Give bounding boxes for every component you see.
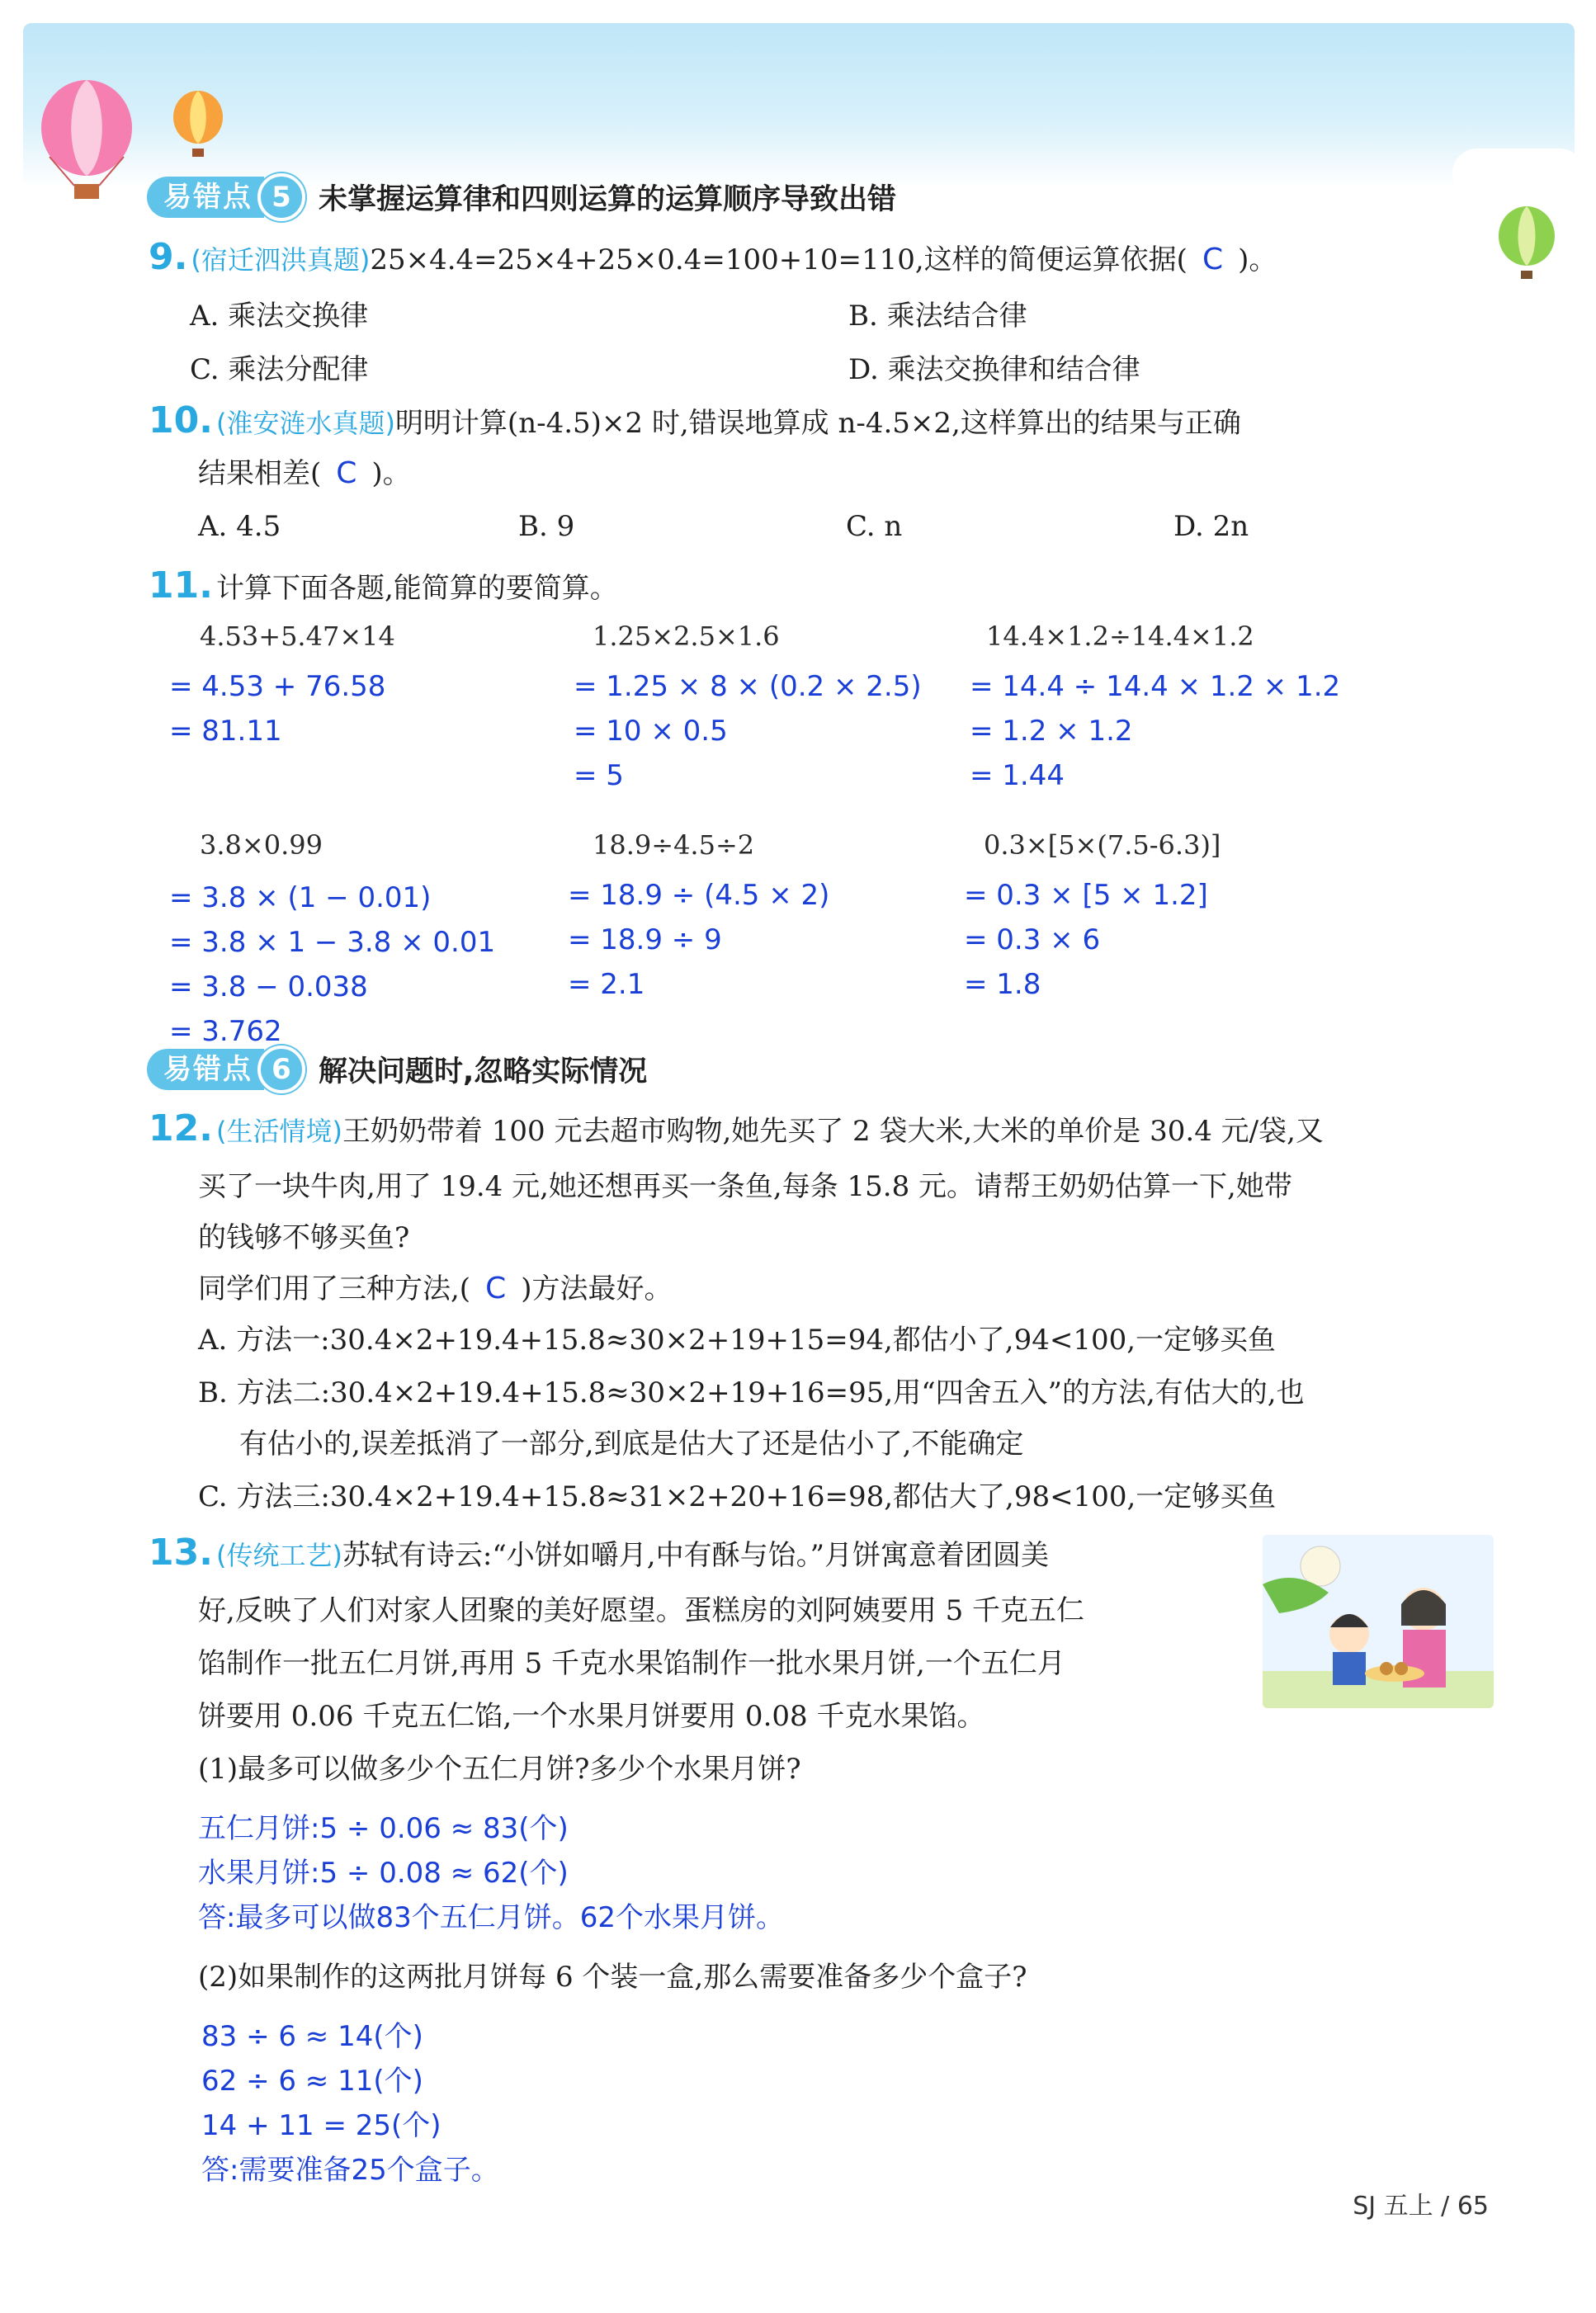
section-title: 解决问题时,忽略实际情况: [319, 1055, 648, 1088]
green-balloon-icon: [1494, 206, 1560, 285]
option-a: A. 乘法交换律: [190, 300, 369, 333]
answer-line: 83 ÷ 6 ≈ 14(个): [201, 2020, 423, 2053]
calc-step: = 3.8 − 0.038: [169, 970, 368, 1003]
question-text: 25×4.4=25×4+25×0.4=100+10=110,这样的简便运算依据(: [370, 243, 1188, 276]
page-footer: SJ 五上 / 65: [1353, 2192, 1489, 2221]
section-badge: 易错点: [147, 1049, 264, 1090]
calc-step: = 81.11: [169, 715, 282, 748]
question-end: )。: [1238, 243, 1277, 276]
question-text: 明明计算(n-4.5)×2 时,错误地算成 n-4.5×2,这样算出的结果与正确: [394, 407, 1241, 440]
question-tag: (淮安涟水真题): [215, 408, 395, 439]
option-c: C. 方法三:30.4×2+19.4+15.8≈31×2+20+16=98,都估大了,98<100,一定够买鱼: [198, 1480, 1277, 1513]
answer-line: 五仁月饼:5 ÷ 0.06 ≈ 83(个): [198, 1812, 569, 1845]
header-sky: [23, 23, 1575, 188]
question-number: 11.: [149, 564, 213, 607]
answer-line: 14 + 11 = 25(个): [201, 2109, 441, 2142]
calc-step: = 1.2 × 1.2: [970, 715, 1133, 748]
option-a: A. 4.5: [198, 510, 281, 543]
calc-expression: 0.3×[5×(7.5-6.3)]: [984, 829, 1221, 861]
hot-air-balloon-icon: [33, 78, 140, 202]
question-number: 10.: [149, 399, 213, 441]
calc-expression: 18.9÷4.5÷2: [593, 829, 755, 861]
question-11: [149, 559, 618, 615]
calc-expression: 1.25×2.5×1.6: [593, 621, 780, 652]
option-b-continued: 有估小的,误差抵消了一部分,到底是估大了还是估小了,不能确定: [239, 1428, 1024, 1461]
option-c: C. 乘法分配律: [190, 353, 369, 386]
calc-expression: 4.53+5.47×14: [200, 621, 395, 652]
answer: C: [1202, 243, 1224, 276]
calc-step: = 1.25 × 8 × (0.2 × 2.5): [574, 670, 922, 703]
question-10-line-2: [198, 447, 411, 500]
calc-step: = 5: [574, 759, 624, 792]
question-text: 同学们用了三种方法,(: [198, 1272, 471, 1305]
question-text: 买了一块牛肉,用了 19.4 元,她还想再买一条鱼,每条 15.8 元。请帮王奶奶估算一下,她带: [198, 1170, 1292, 1203]
answer-line: 答:需要准备25个盒子。: [201, 2154, 499, 2187]
question-text: 苏轼有诗云:“小饼如嚼月,中有酥与饴。”月饼寓意着团圆美: [342, 1539, 1049, 1572]
section-banner-6: [147, 1046, 647, 1093]
question-tag: (宿迁泗洪真题): [191, 244, 371, 276]
calc-step: = 18.9 ÷ (4.5 × 2): [568, 879, 830, 912]
cloud: [1452, 149, 1584, 198]
calc-step: = 14.4 ÷ 14.4 × 1.2 × 1.2: [970, 670, 1341, 703]
option-c: C. n: [846, 510, 903, 543]
section-banner-5: [147, 174, 896, 220]
question-text: 饼要用 0.06 千克五仁馅,一个水果月饼要用 0.08 千克水果馅。: [198, 1700, 985, 1733]
option-b: B. 9: [518, 510, 575, 543]
calc-step: = 4.53 + 76.58: [169, 670, 386, 703]
question-tag: (传统工艺): [215, 1540, 342, 1571]
calc-step: = 2.1: [568, 968, 645, 1001]
question-number: 12.: [149, 1107, 213, 1149]
calc-step: = 1.44: [970, 759, 1065, 792]
option-b: B. 乘法结合律: [848, 300, 1027, 333]
option-b: B. 方法二:30.4×2+19.4+15.8≈30×2+19+16=95,用“四舍五入”的方法,有估大的,也: [198, 1376, 1305, 1409]
question-text: 馅制作一批五仁月饼,再用 5 千克水果馅制作一批水果月饼,一个五仁月: [198, 1647, 1065, 1680]
section-badge: 易错点: [147, 177, 264, 218]
answer: C: [485, 1272, 507, 1305]
question-text: 计算下面各题,能简算的要简算。: [215, 572, 618, 605]
question-text: 结果相差(: [198, 457, 322, 490]
calc-step: = 18.9 ÷ 9: [568, 923, 722, 956]
calc-step: = 1.8: [964, 968, 1041, 1001]
option-d: D. 乘法交换律和结合律: [848, 353, 1140, 386]
answer-line: 答:最多可以做83个五仁月饼。62个水果月饼。: [198, 1901, 784, 1934]
answer: C: [336, 456, 357, 490]
question-13: [149, 1527, 1049, 1582]
question-choice-line: [198, 1266, 672, 1306]
calc-step: = 3.8 × (1 − 0.01): [169, 881, 432, 914]
calc-step: = 0.3 × 6: [964, 923, 1101, 956]
calc-step: = 3.8 × 1 − 3.8 × 0.01: [169, 926, 496, 959]
question-text: 王奶奶带着 100 元去超市购物,她先买了 2 袋大米,大米的单价是 30.4 元/袋,又: [342, 1115, 1324, 1148]
question-10: [149, 394, 1241, 450]
question-number: 9.: [149, 236, 188, 278]
calc-expression: 3.8×0.99: [200, 829, 323, 861]
question-end: )。: [371, 457, 411, 490]
answer-line: 水果月饼:5 ÷ 0.08 ≈ 62(个): [198, 1857, 569, 1890]
sub-question-2: (2)如果制作的这两批月饼每 6 个装一盒,那么需要准备多少个盒子?: [198, 1961, 1027, 1994]
question-12: [149, 1102, 1324, 1158]
question-9: [149, 231, 1277, 286]
sub-question-1: (1)最多可以做多少个五仁月饼?多少个水果月饼?: [198, 1753, 801, 1786]
question-end: )方法最好。: [521, 1272, 673, 1305]
calc-step: = 10 × 0.5: [574, 715, 728, 748]
section-number: 5: [257, 173, 305, 221]
option-a: A. 方法一:30.4×2+19.4+15.8≈30×2+19+15=94,都估小了,94<100,一定够买鱼: [198, 1324, 1277, 1357]
question-number: 13.: [149, 1532, 213, 1574]
calc-step: = 0.3 × [5 × 1.2]: [964, 879, 1208, 912]
question-text: 好,反映了人们对家人团聚的美好愿望。蛋糕房的刘阿姨要用 5 千克五仁: [198, 1594, 1085, 1627]
section-number: 6: [257, 1046, 305, 1093]
mooncake-illustration: [1263, 1535, 1494, 1708]
section-title: 未掌握运算律和四则运算的运算顺序导致出错: [319, 183, 897, 216]
mooncake-scene-icon: [1263, 1535, 1494, 1708]
calc-expression: 14.4×1.2÷14.4×1.2: [986, 621, 1254, 652]
calc-step: = 3.762: [169, 1015, 282, 1048]
small-balloon-icon: [169, 91, 227, 161]
option-d: D. 2n: [1173, 510, 1249, 543]
question-text: 的钱够不够买鱼?: [198, 1221, 410, 1254]
question-tag: (生活情境): [215, 1116, 342, 1147]
answer-line: 62 ÷ 6 ≈ 11(个): [201, 2065, 423, 2098]
